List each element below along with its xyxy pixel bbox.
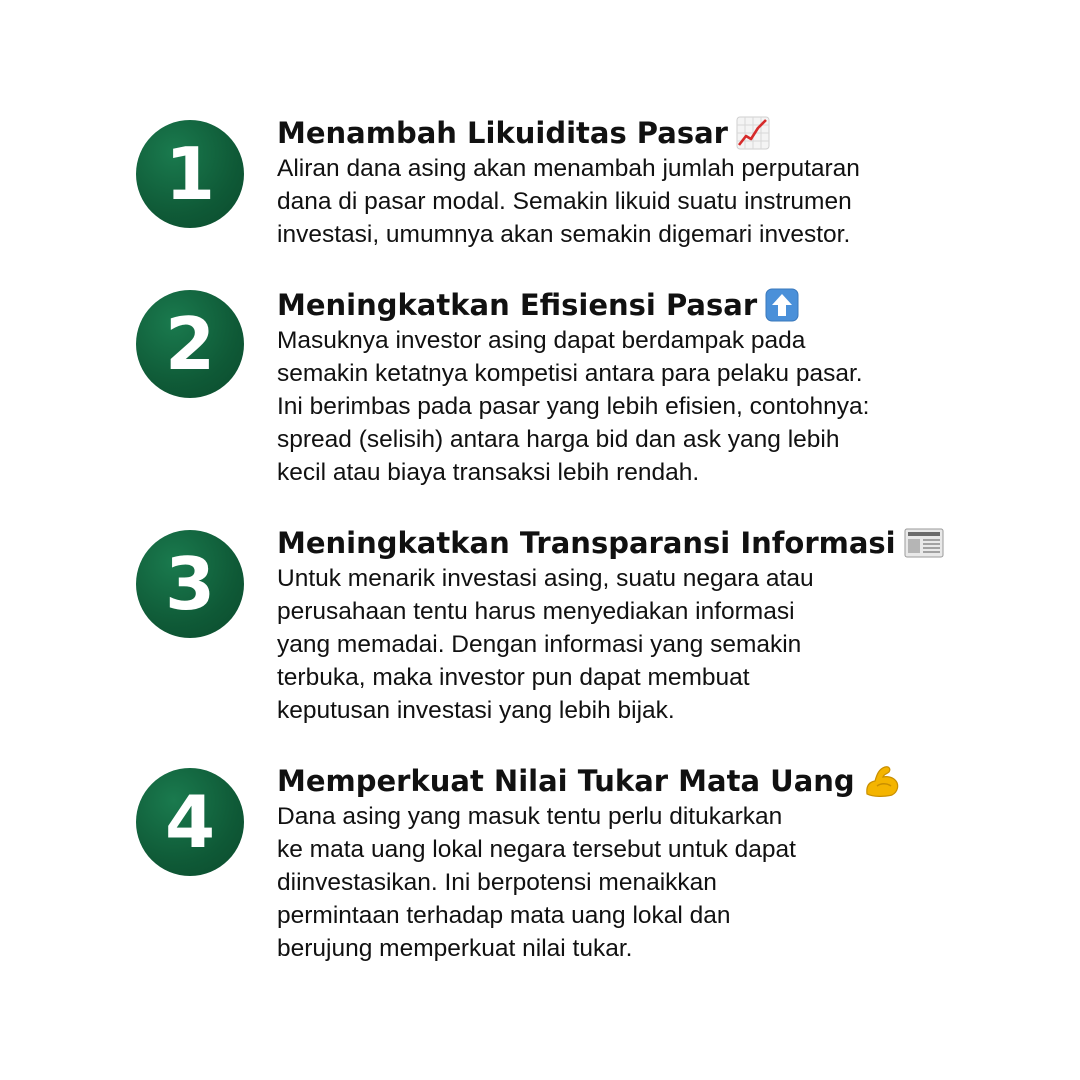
number-badge: [136, 530, 244, 638]
description-line: semakin ketatnya kompetisi antara para pelaku pasar.: [277, 360, 863, 387]
description-line: kecil atau biaya transaksi lebih rendah.: [277, 459, 700, 486]
benefit-title-text: Meningkatkan Transparansi Informasi: [277, 526, 896, 560]
flexed-biceps-icon: [863, 764, 901, 798]
benefit-title-text: Meningkatkan Efisiensi Pasar: [277, 288, 758, 322]
newspaper-icon: [904, 526, 944, 560]
description-line: permintaan terhadap mata uang lokal dan: [277, 902, 731, 929]
description-line: dana di pasar modal. Semakin likuid suatu instrumen: [277, 188, 852, 215]
number-badge-label: 3: [164, 542, 216, 626]
benefit-title: [277, 114, 957, 152]
benefit-text: [277, 114, 957, 251]
number-badge: [136, 290, 244, 398]
description-line: Untuk menarik investasi asing, suatu negara atau: [277, 565, 814, 592]
description-line: terbuka, maka investor pun dapat membuat: [277, 664, 750, 691]
benefit-title: [277, 762, 957, 800]
benefit-description: [277, 324, 957, 489]
description-line: berujung memperkuat nilai tukar.: [277, 935, 633, 962]
benefit-description: [277, 152, 957, 251]
number-badge: [136, 768, 244, 876]
description-line: keputusan investasi yang lebih bijak.: [277, 697, 675, 724]
benefit-description: [277, 562, 957, 727]
description-line: spread (selisih) antara harga bid dan ask yang lebih: [277, 426, 840, 453]
description-line: yang memadai. Dengan informasi yang semakin: [277, 631, 802, 658]
description-line: Masuknya investor asing dapat berdampak pada: [277, 327, 806, 354]
benefit-text: [277, 524, 957, 727]
benefit-title: [277, 286, 957, 324]
description-line: ke mata uang lokal negara tersebut untuk dapat: [277, 836, 796, 863]
number-badge-label: 2: [164, 302, 216, 386]
description-line: perusahaan tentu harus menyediakan informasi: [277, 598, 795, 625]
benefit-title-text: Menambah Likuiditas Pasar: [277, 116, 728, 150]
up-arrow-icon: [765, 288, 799, 322]
benefit-text: [277, 762, 957, 965]
description-line: investasi, umumnya akan semakin digemari investor.: [277, 221, 851, 248]
number-badge: [136, 120, 244, 228]
number-badge-label: 4: [164, 780, 216, 864]
benefit-description: [277, 800, 957, 965]
description-line: Dana asing yang masuk tentu perlu ditukarkan: [277, 803, 783, 830]
description-line: diinvestasikan. Ini berpotensi menaikkan: [277, 869, 717, 896]
benefit-text: [277, 286, 957, 489]
description-line: Aliran dana asing akan menambah jumlah perputaran: [277, 155, 860, 182]
description-line: Ini berimbas pada pasar yang lebih efisien, contohnya:: [277, 393, 870, 420]
benefit-title-text: Memperkuat Nilai Tukar Mata Uang: [277, 764, 855, 798]
chart-increasing-icon: [736, 116, 770, 150]
number-badge-label: 1: [164, 132, 216, 216]
benefit-title: [277, 524, 957, 562]
